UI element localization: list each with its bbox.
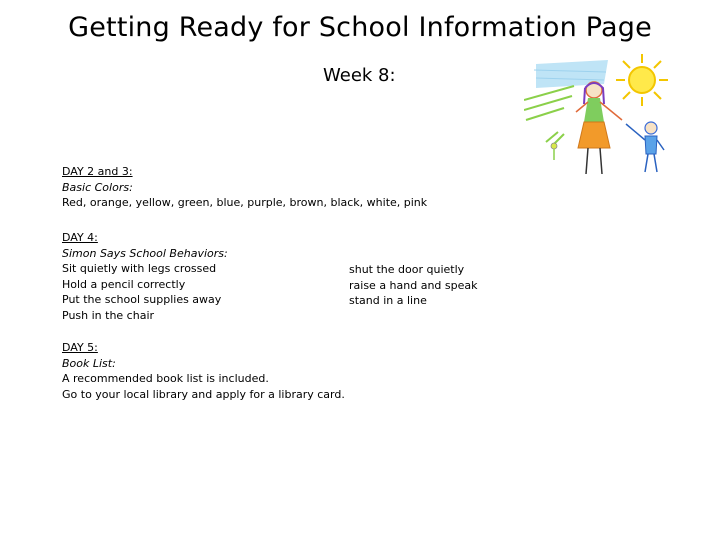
day-4-section	[62, 230, 228, 324]
behavior-item: raise a hand and speak	[349, 278, 478, 292]
behavior-item: Put the school supplies away	[62, 293, 222, 307]
week-label: Week 8:	[323, 65, 396, 86]
behavior-item: stand in a line	[349, 294, 427, 308]
day-5-heading: DAY 5:	[62, 341, 98, 354]
page-title: Getting Ready for School Information Page	[68, 12, 652, 43]
child-drawing-illustration-icon	[524, 50, 670, 180]
basic-colors-subheading: Basic Colors:	[62, 180, 133, 194]
simon-says-subheading: Simon Says School Behaviors:	[62, 246, 228, 260]
book-list-line: A recommended book list is included.	[62, 372, 269, 386]
colors-list: Red, orange, yellow, green, blue, purple, brown, black, white, pink	[62, 196, 428, 210]
book-list-line: Go to your local library and apply for a library card.	[62, 387, 345, 401]
day-2-3-section	[62, 164, 427, 211]
behavior-item: Push in the chair	[62, 308, 155, 322]
behavior-item: Hold a pencil correctly	[62, 277, 186, 291]
book-list-subheading: Book List:	[62, 356, 116, 370]
behavior-item: Sit quietly with legs crossed	[62, 262, 217, 276]
day-2-3-heading: DAY 2 and 3:	[62, 165, 133, 178]
day-4-right-column	[349, 262, 478, 309]
day-4-heading: DAY 4:	[62, 231, 98, 244]
behavior-item: shut the door quietly	[349, 263, 465, 276]
day-5-section	[62, 340, 345, 402]
